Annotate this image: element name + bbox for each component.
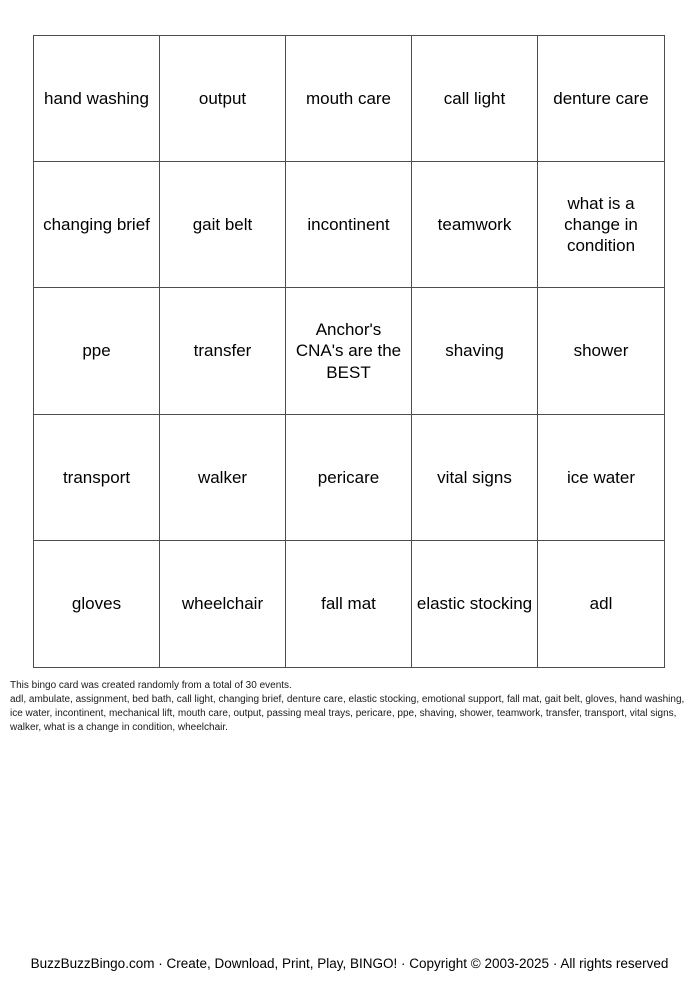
bingo-cell[interactable]: denture care — [538, 36, 664, 162]
bingo-cell[interactable]: what is a change in condition — [538, 162, 664, 288]
bingo-cell[interactable]: elastic stocking — [412, 541, 538, 667]
events-list: adl, ambulate, assignment, bed bath, call light, changing brief, denture care, elastic stocking, emotional support, fall mat, gait belt, gloves, hand washing, ice water, incontinent, mechanical lift, mouth care, output, passing meal trays, pericare, ppe, shaving, shower, teamwork, transfer, transport, vital signs, walker, what is a change in condition, wheelchair. — [10, 694, 685, 733]
bingo-cell[interactable]: incontinent — [286, 162, 412, 288]
bingo-cell[interactable]: gait belt — [160, 162, 286, 288]
bingo-cell[interactable]: changing brief — [34, 162, 160, 288]
bingo-cell[interactable]: hand washing — [34, 36, 160, 162]
card-creation-summary: This bingo card was created randomly from a total of 30 events. — [10, 680, 292, 691]
bingo-cell[interactable]: adl — [589, 594, 613, 614]
bingo-cell[interactable]: mouth care — [286, 36, 412, 162]
bingo-cell-free-space[interactable]: Anchor's CNA's are the BEST — [286, 288, 412, 414]
bingo-cell[interactable]: shaving — [412, 288, 538, 414]
footer-copyright: BuzzBuzzBingo.com · Create, Download, Print, Play, BINGO! · Copyright © 2003-2025 · All rights reserved — [30, 956, 669, 971]
bingo-cell[interactable]: pericare — [286, 415, 412, 541]
fine-print — [10, 679, 692, 735]
bingo-cell[interactable]: ice water — [538, 415, 664, 541]
bingo-cell[interactable]: ppe — [34, 288, 160, 414]
bingo-cell[interactable]: vital signs — [412, 415, 538, 541]
bingo-cell[interactable]: teamwork — [412, 162, 538, 288]
bingo-card-grid — [33, 35, 665, 668]
bingo-cell[interactable]: call light — [412, 36, 538, 162]
bingo-cell[interactable]: shower — [538, 288, 664, 414]
bingo-cell[interactable]: output — [160, 36, 286, 162]
bingo-cell[interactable]: wheelchair — [160, 541, 286, 667]
bingo-cell[interactable]: transfer — [160, 288, 286, 414]
bingo-cell[interactable]: transport — [34, 415, 160, 541]
bingo-cell[interactable]: fall mat — [286, 541, 412, 667]
bingo-cell[interactable]: gloves — [34, 541, 160, 667]
bingo-cell[interactable]: walker — [160, 415, 286, 541]
